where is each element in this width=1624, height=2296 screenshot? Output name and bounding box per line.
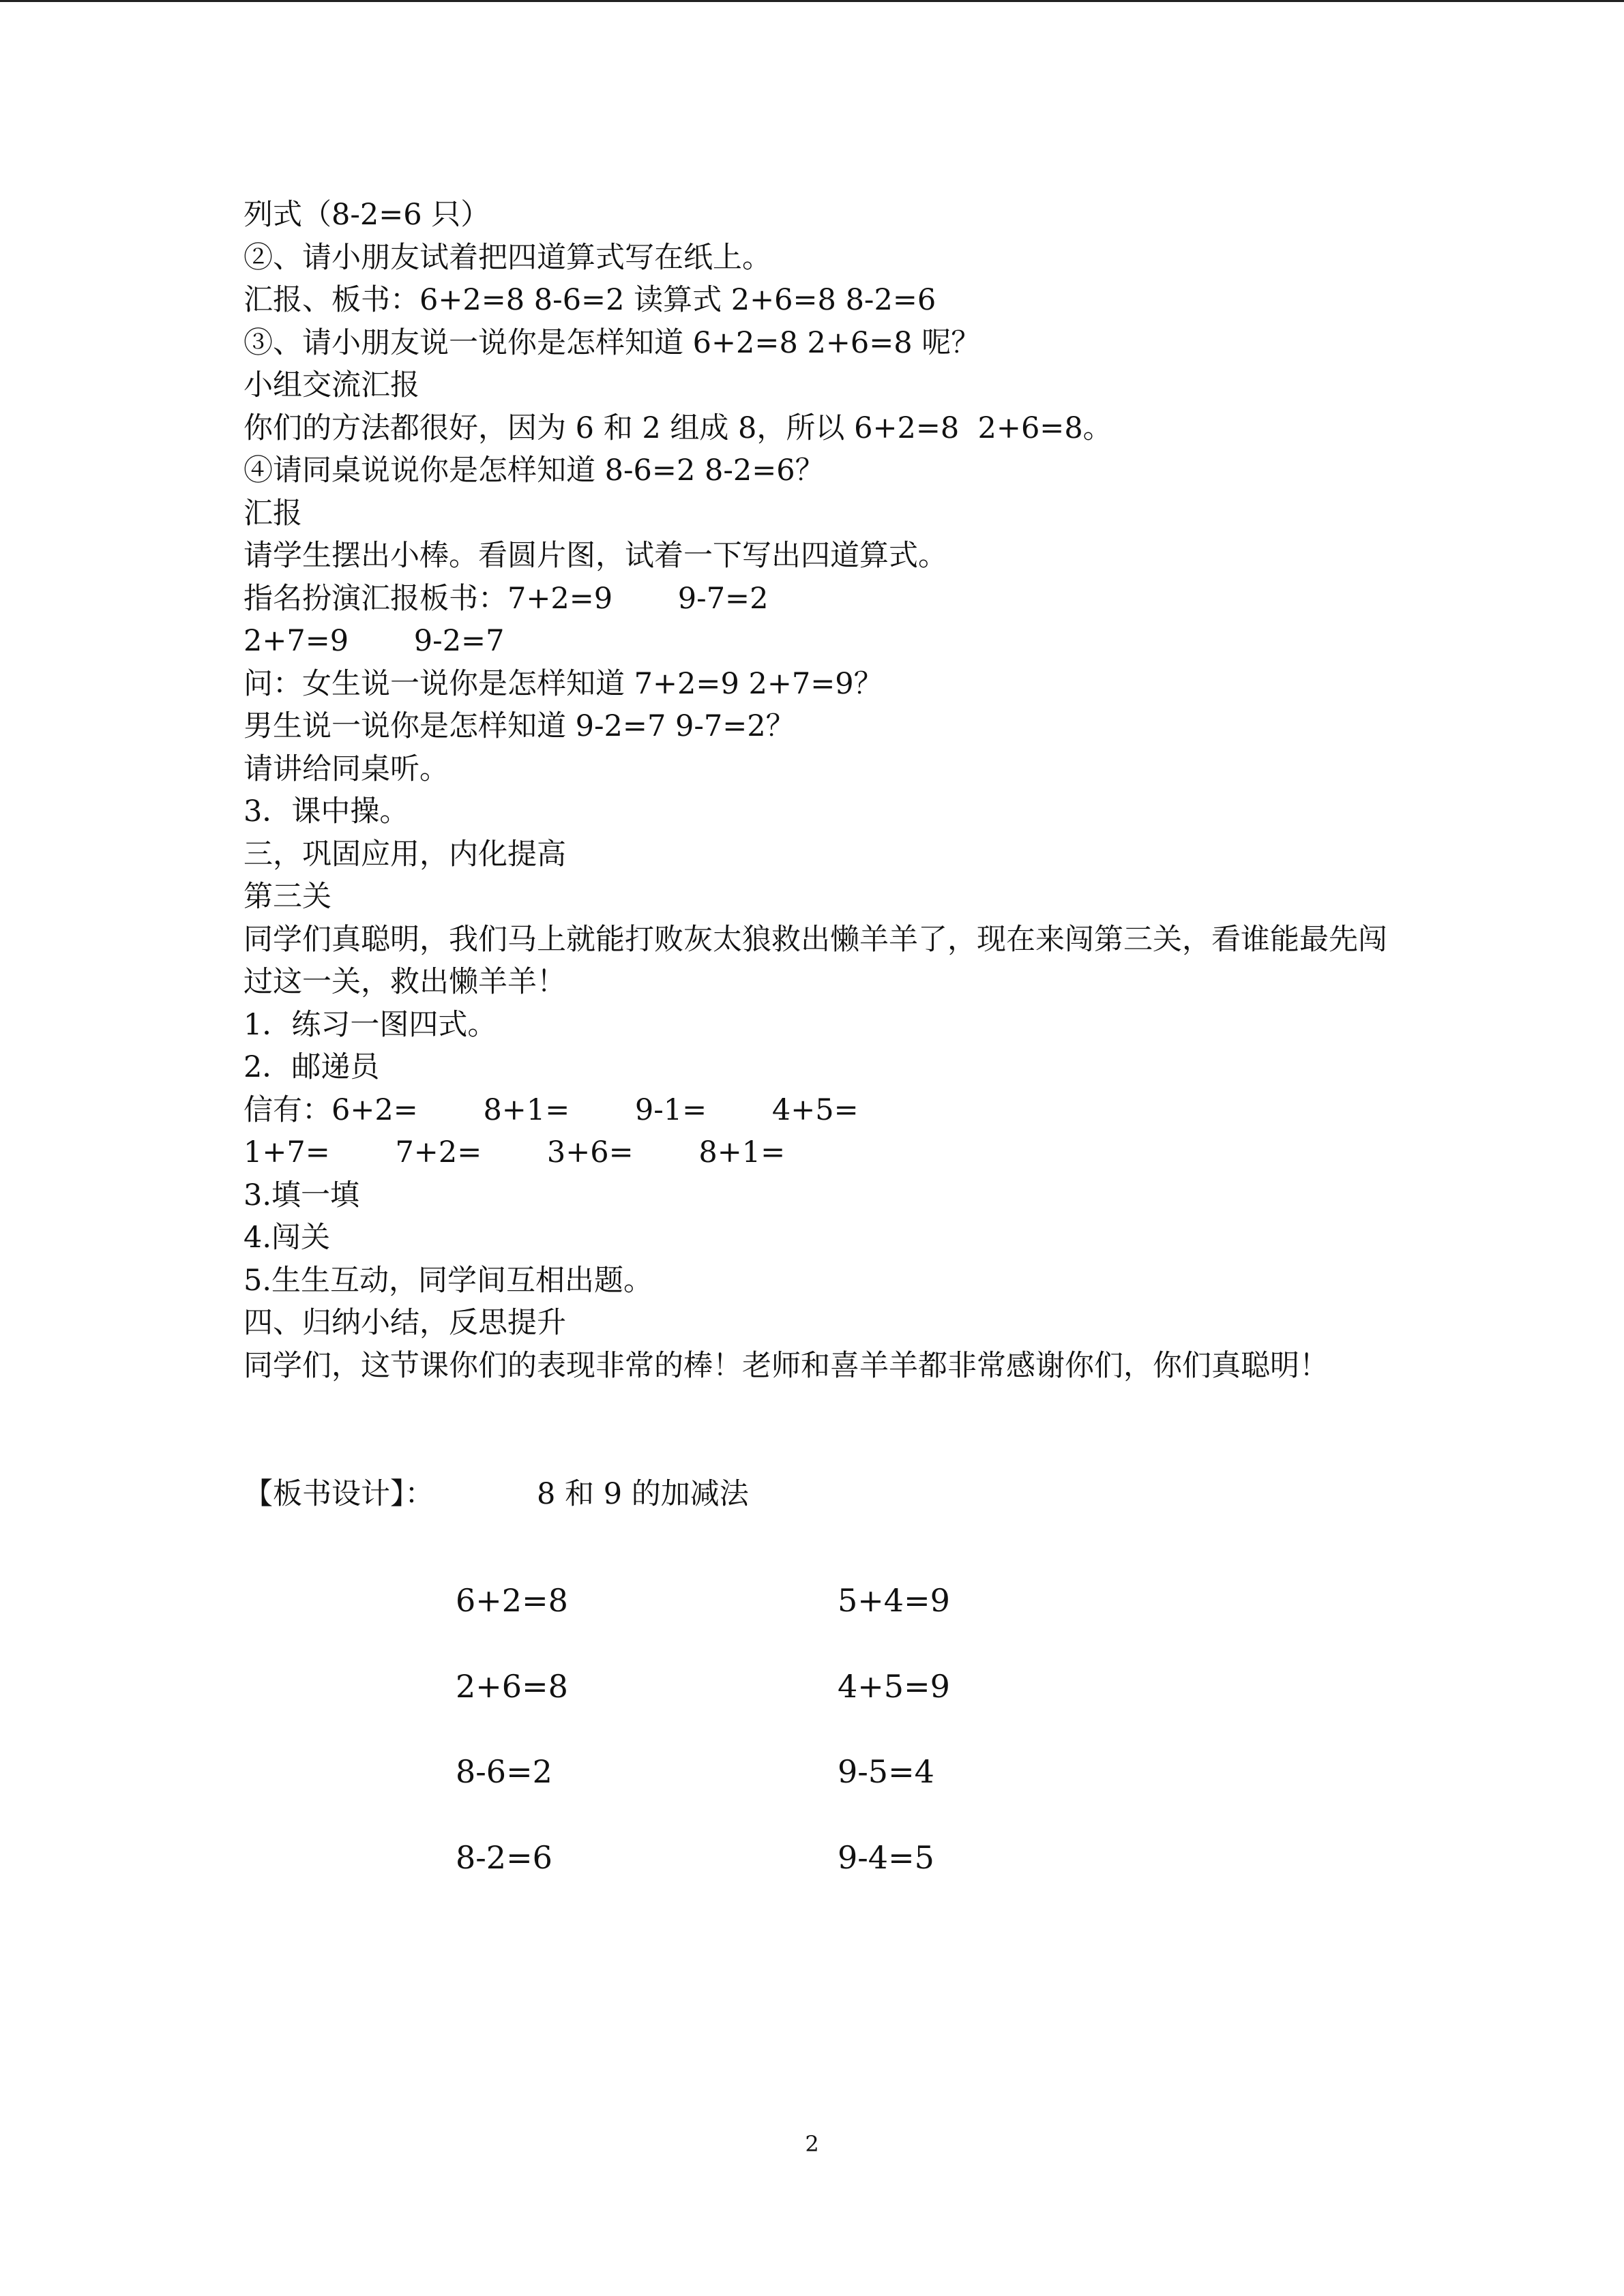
equation-left: 2+6=8 (456, 1667, 568, 1705)
board-design (243, 1473, 1335, 1515)
equation-row (456, 1748, 1069, 1834)
board-heading (243, 1473, 1335, 1515)
text-paragraph-closing: 同学们，这节课你们的表现非常的棒！老师和喜羊羊都非常感谢你们，你们真聪明！ (243, 1348, 1329, 1383)
text-line-level-3: 第三关 (243, 880, 331, 914)
text-line-letters-2: 1+7= 7+2= 3+6= 8+1= (243, 1135, 786, 1169)
text-paragraph-level-3-intro: 同学们真聪明，我们马上就能打败灰太狼救出懒羊羊了，现在来闯第三关，看谁能最先闯过这一关，救出懒羊羊！ (243, 922, 1387, 999)
board-equations (456, 1577, 1069, 1919)
section-heading-4: 四、归纳小结，反思提升 (243, 1306, 566, 1340)
text-line-question-boys: 男生说一说你是怎样知道 9-2=7 9-7=2？ (243, 709, 795, 743)
equation-right: 5+4=9 (838, 1582, 950, 1619)
equation-left: 6+2=8 (456, 1582, 568, 1619)
text-line-practice-1: 1．练习一图四式。 (243, 1007, 497, 1042)
text-line-formula: 列式（8-2=6 只） (243, 198, 490, 232)
board-design-title: 8 和 9 的加减法 (537, 1477, 749, 1511)
text-line-letters-1: 信有：6+2= 8+1= 9-1= 4+5= (243, 1092, 859, 1127)
text-line-instruction-4: ④请同桌说说你是怎样知道 8-6=2 8-2=6？ (243, 453, 825, 488)
section-heading-3: 三，巩固应用，内化提高 (243, 837, 566, 871)
equation-right: 9-4=5 (838, 1838, 934, 1876)
text-line-report-board: 汇报、板书：6+2=8 8-6=2 读算式 2+6=8 8-2=6 (243, 283, 936, 317)
equation-right: 9-5=4 (838, 1753, 934, 1790)
equation-left: 8-2=6 (456, 1838, 552, 1876)
text-line-method-praise: 你们的方法都很好，因为 6 和 2 组成 8，所以 6+2=8 2+6=8。 (243, 411, 1112, 445)
text-line-instruction-2: ②、请小朋友试着把四道算式写在纸上。 (243, 240, 771, 275)
equation-left: 8-6=2 (456, 1753, 552, 1790)
text-line-challenge: 4.闯关 (243, 1221, 331, 1255)
board-design-label: 【板书设计】： (243, 1477, 434, 1511)
equation-row (456, 1577, 1069, 1663)
text-line-exercise-break: 3．课中操。 (243, 794, 409, 829)
text-line-tell-partner: 请讲给同桌听。 (243, 751, 449, 786)
equation-row (456, 1663, 1069, 1748)
text-line-question-girls: 问：女生说一说你是怎样知道 7+2=9 2+7=9？ (243, 666, 883, 701)
document-body (243, 194, 1403, 1387)
text-line-sticks: 请学生摆出小棒。看圆片图，试着一下写出四道算式。 (243, 539, 947, 573)
text-line-board-2: 2+7=9 9-2=7 (243, 624, 505, 658)
text-line-postman: 2．邮递员 (243, 1050, 380, 1084)
equation-right: 4+5=9 (838, 1667, 950, 1705)
text-line-board-1: 指名扮演汇报板书：7+2=9 9-7=2 (243, 581, 769, 616)
text-line-instruction-3: ③、请小朋友说一说你是怎样知道 6+2=8 2+6=8 呢？ (243, 325, 981, 360)
text-line-report: 汇报 (243, 496, 302, 531)
text-line-fill-in: 3.填一填 (243, 1178, 360, 1212)
text-line-group-report: 小组交流汇报 (243, 368, 419, 402)
text-line-peer-interaction: 5.生生互动，同学间互相出题。 (243, 1263, 653, 1298)
top-border-line (0, 0, 1624, 2)
equation-row (456, 1834, 1069, 1920)
page-number: 2 (805, 2131, 819, 2157)
